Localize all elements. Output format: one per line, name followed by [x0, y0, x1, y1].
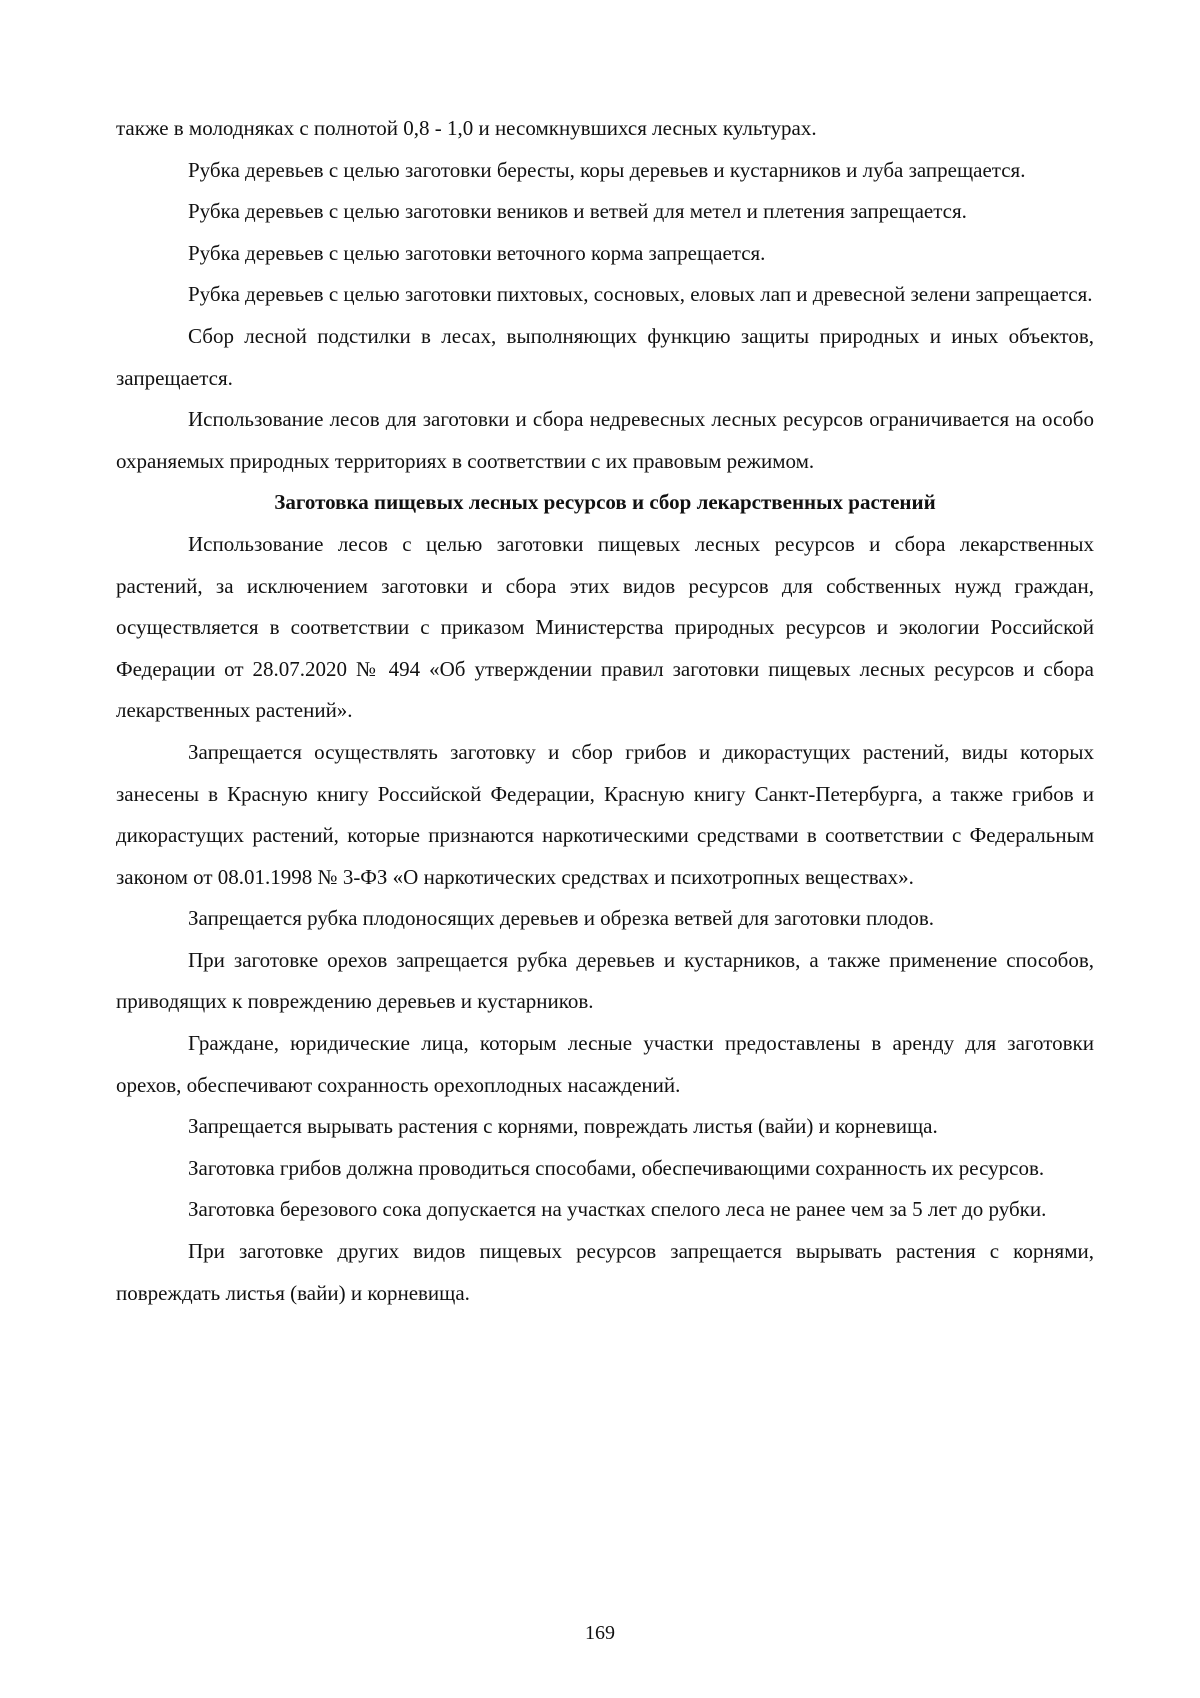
paragraph: Заготовка березового сока допускается на участках спелого леса не ранее чем за 5 лет до рубки. [188, 1197, 1047, 1222]
paragraph: Использование лесов для заготовки и сбора недревесных лесных ресурсов ограничивается на особо охраняемых природных территориях в соответствии с их правовым режимом. [116, 407, 1094, 473]
paragraph: Запрещается вырывать растения с корнями, повреждать листья (вайи) и корневища. [188, 1114, 938, 1139]
paragraph: Заготовка грибов должна проводиться способами, обеспечивающими сохранность их ресурсов. [188, 1155, 1045, 1180]
paragraph: При заготовке других видов пищевых ресурсов запрещается вырывать растения с корнями, повреждать листья (вайи) и корневища. [116, 1239, 1094, 1305]
paragraph: Запрещается рубка плодоносящих деревьев и обрезка ветвей для заготовки плодов. [188, 906, 935, 931]
paragraph: Рубка деревьев с целью заготовки бересты, коры деревьев и кустарников и луба запрещается. [188, 157, 1026, 182]
paragraph: Запрещается осуществлять заготовку и сбор грибов и дикорастущих растений, виды которых занесены в Красную книгу Российской Федерации, Красную книгу Санкт-Петербурга, а также грибов и дикорастущих растений, которые признаются наркотическими средствами в соответствии с Федеральным законом от 08.01.1998 № 3-ФЗ «О наркотических средствах и психотропных веществах». [116, 739, 1094, 889]
section-heading: Заготовка пищевых лесных ресурсов и сбор лекарственных растений [274, 490, 936, 515]
page-number: 169 [585, 1622, 615, 1644]
paragraph: Рубка деревьев с целью заготовки веников и ветвей для метел и плетения запрещается. [188, 199, 967, 224]
paragraph-continuation: также в молодняках с полнотой 0,8 - 1,0 и несомкнувшихся лесных культурах. [116, 116, 817, 140]
paragraph: Использование лесов с целью заготовки пищевых лесных ресурсов и сбора лекарственных растений, за исключением заготовки и сбора этих видов ресурсов для собственных нужд граждан, осуществляется в соответствии с приказом Министерства природных ресурсов и экологии Российской Федерации от 28.07.2020 № 494 «Об утверждении правил заготовки пищевых лесных ресурсов и сбора лекарственных растений». [116, 531, 1094, 723]
paragraph: Сбор лесной подстилки в лесах, выполняющих функцию защиты природных и иных объектов, запрещается. [116, 323, 1094, 390]
document-page [116, 108, 1094, 1314]
paragraph: Граждане, юридические лица, которым лесные участки предоставлены в аренду для заготовки орехов, обеспечивают сохранность орехоплодных насаждений. [116, 1031, 1094, 1097]
paragraph: Рубка деревьев с целью заготовки пихтовых, сосновых, еловых лап и древесной зелени запрещается. [188, 282, 1093, 307]
paragraph: При заготовке орехов запрещается рубка деревьев и кустарников, а также применение способов, приводящих к повреждению деревьев и кустарников. [116, 947, 1094, 1014]
paragraph: Рубка деревьев с целью заготовки веточного корма запрещается. [188, 240, 766, 265]
